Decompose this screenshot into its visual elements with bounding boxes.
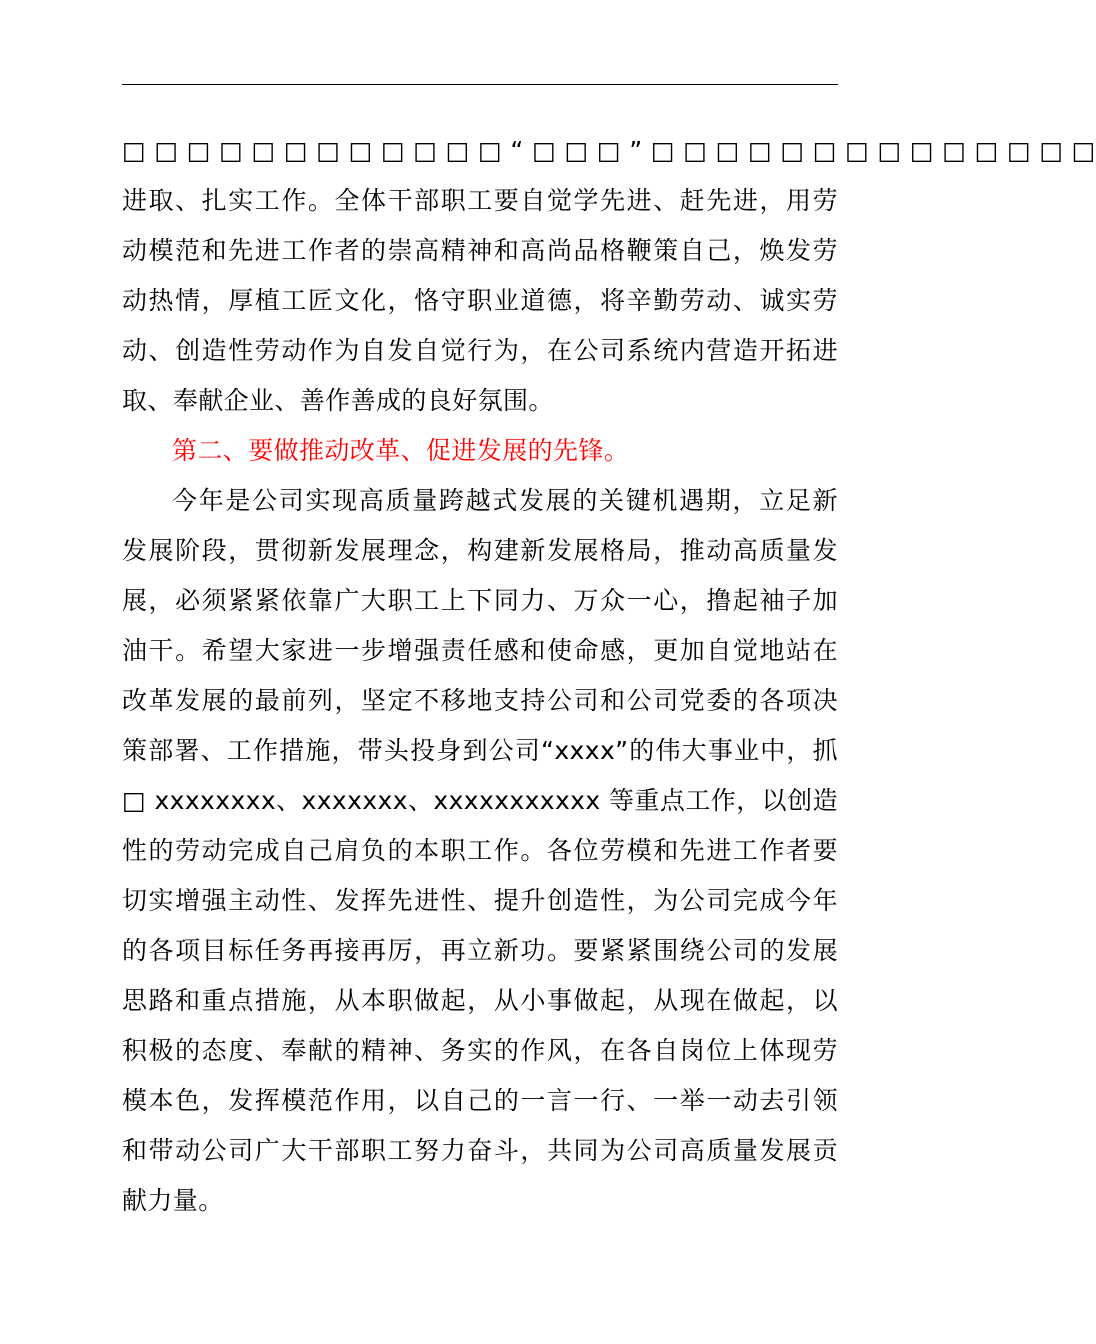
- body-line: 发展阶段，贯彻新发展理念，构建新发展格局，推动高质量发: [122, 536, 838, 565]
- body-line: 思路和重点措施，从本职做起，从小事做起，从现在做起，以: [122, 986, 838, 1015]
- paragraph-first-line: 今年是公司实现高质量跨越式发展的关键机遇期，立足新: [172, 486, 838, 515]
- body-line: 进取、扎实工作。全体干部职工要自觉学先进、赶先进，用劳: [122, 186, 838, 215]
- body-line: □ xxxxxxxx、xxxxxxx、xxxxxxxxxxx 等重点工作，以创造: [122, 786, 838, 815]
- body-line: □ □ □ □ □ □ □ □ □ □ □ □ “ □ □ □ ” □ □ □ □ □ □ □ □ □ □ □ □ □ □: [122, 136, 1096, 165]
- body-line: 动模范和先进工作者的崇高精神和高尚品格鞭策自己，焕发劳: [122, 236, 838, 265]
- body-line: 策部署、工作措施，带头投身到公司“xxxx”的伟大事业中，抓: [122, 736, 838, 765]
- body-line: 和带动公司广大干部职工努力奋斗，共同为公司高质量发展贡: [122, 1136, 838, 1165]
- body-line: 动、创造性劳动作为自发自觉行为，在公司系统内营造开拓进: [122, 336, 838, 365]
- body-line: 的各项目标任务再接再厉，再立新功。要紧紧围绕公司的发展: [122, 936, 838, 965]
- body-line: 改革发展的最前列，坚定不移地支持公司和公司党委的各项决: [122, 686, 838, 715]
- body-line: 模本色，发挥模范作用，以自己的一言一行、一举一动去引领: [122, 1086, 838, 1115]
- header-rule: [122, 84, 838, 85]
- body-line: 积极的态度、奉献的精神、务实的作风，在各自岗位上体现劳: [122, 1036, 838, 1065]
- body-line: 切实增强主动性、发挥先进性、提升创造性，为公司完成今年: [122, 886, 838, 915]
- section-heading: 第二、要做推动改革、促进发展的先锋。: [172, 436, 630, 465]
- body-line: 取、奉献企业、善作善成的良好氛围。: [122, 386, 554, 415]
- body-line: 动热情，厚植工匠文化，恪守职业道德，将辛勤劳动、诚实劳: [122, 286, 838, 315]
- body-line: 油干。希望大家进一步增强责任感和使命感，更加自觉地站在: [122, 636, 838, 665]
- body-line: 献力量。: [122, 1186, 224, 1215]
- body-line: 性的劳动完成自己肩负的本职工作。各位劳模和先进工作者要: [122, 836, 838, 865]
- body-line: 展，必须紧紧依靠广大职工上下同力、万众一心，撸起袖子加: [122, 586, 838, 615]
